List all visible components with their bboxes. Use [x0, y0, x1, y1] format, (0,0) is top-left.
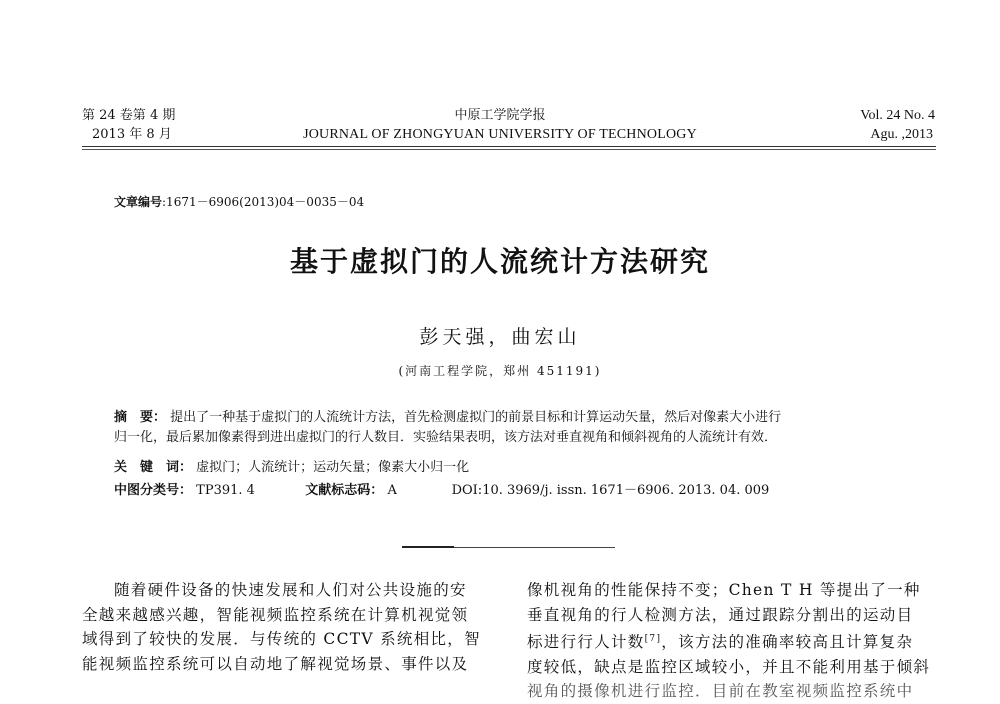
body-line: 域得到了较快的发展．与传统的 CCTV 系统相比，智 — [82, 630, 481, 648]
date-cn: 2013 年 8 月 — [92, 127, 172, 142]
body-line: 随着硬件设备的快速发展和人们对公共设施的安 — [114, 581, 467, 599]
body-line-text: 标进行行人计数 — [527, 633, 645, 652]
classification-row — [114, 481, 934, 501]
doc-code-label: 文献标志码： — [305, 483, 384, 498]
article-number-label: 文章编号 — [114, 195, 163, 209]
journal-title-en: JOURNAL OF ZHONGYUAN UNIVERSITY OF TECHNOLOGY — [303, 127, 697, 142]
clc-value: TP391. 4 — [196, 483, 255, 498]
volume-issue-en: Vol. 24 No. 4 — [860, 108, 935, 123]
date-en: Agu. ,2013 — [870, 127, 933, 142]
header-rule-bottom — [82, 149, 936, 150]
abstract-line-1: 提出了一种基于虚拟门的人流统计方法，首先检测虚拟门的前景目标和计算运动矢量，然后对像素大小进行 — [170, 410, 782, 425]
abstract — [114, 408, 914, 448]
abstract-label: 摘 要： — [114, 410, 167, 425]
paper-title: 基于虚拟门的人流统计方法研究 — [289, 245, 710, 278]
keywords-value: 虚拟门；人流统计；运动矢量；像素大小归一化 — [196, 460, 470, 475]
journal-title-cn: 中原工学院学报 — [454, 108, 546, 123]
header-right — [860, 106, 935, 144]
body-line: 垂直视角的行人检测方法，通过跟踪分割出的运动目 — [527, 605, 914, 624]
abstract-line-2: 归一化，最后累加像素得到进出虚拟门的行人数目．实验结果表明，该方法对垂直视角和倾斜视角的人流统计有效． — [114, 430, 778, 445]
body-left-column — [82, 578, 492, 676]
authors: 彭天强，曲宏山 — [419, 326, 581, 348]
header-rule-top — [82, 146, 936, 147]
article-number — [114, 193, 364, 210]
body-line: 能视频监控系统可以自动地了解视觉场景、事件以及 — [82, 654, 469, 673]
body-line-text: ，该方法的准确率较高且计算复杂 — [661, 633, 914, 652]
doi: DOI:10. 3969/j. issn. 1671－6906. 2013. 04. 009 — [451, 483, 770, 498]
clc-label: 中图分类号： — [114, 483, 193, 498]
body-line — [527, 627, 942, 655]
keywords — [114, 458, 469, 478]
doc-code-value: A — [387, 483, 397, 498]
article-number-value: :1671－6906(2013)04－0035－04 — [162, 195, 365, 209]
affiliation: (河南工程学院，郑州 451191) — [398, 364, 602, 378]
body-line: 全越来越感兴趣，智能视频监控系统在计算机视觉领 — [82, 605, 469, 624]
keywords-label: 关 键 词： — [114, 460, 193, 475]
volume-issue-cn: 第 24 卷第 4 期 — [82, 108, 176, 123]
section-divider-accent — [402, 546, 454, 548]
citation: [7] — [644, 634, 662, 644]
body-right-column — [527, 578, 942, 701]
header-center — [0, 106, 1000, 144]
body-line-clipped: 视角的摄像机进行监控．目前在教室视频监控系统中 — [527, 682, 914, 701]
body-line: 像机视角的性能保持不变；Chen T H 等提出了一种 — [527, 581, 921, 599]
body-line: 度较低，缺点是监控区域较小，并且不能利用基于倾斜 — [527, 657, 931, 676]
